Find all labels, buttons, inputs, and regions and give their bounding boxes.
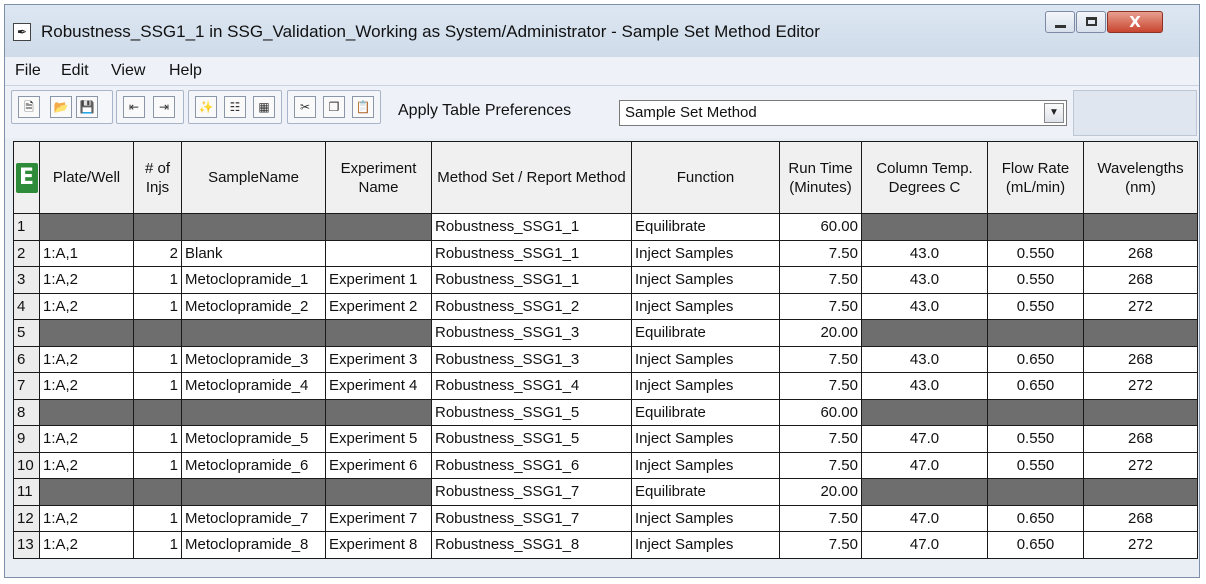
experiment-name-cell[interactable] xyxy=(326,214,432,241)
row-number-cell[interactable]: 5 xyxy=(14,320,40,347)
plate-well-cell[interactable]: 1:A,2 xyxy=(40,505,134,532)
column-header-sample-name[interactable]: SampleName xyxy=(182,142,326,214)
column-header-function[interactable]: Function xyxy=(632,142,780,214)
experiment-name-cell[interactable]: Experiment 6 xyxy=(326,452,432,479)
column-temp-cell[interactable]: 47.0 xyxy=(862,505,988,532)
experiment-name-cell[interactable]: Experiment 1 xyxy=(326,267,432,294)
table-preferences-select[interactable] xyxy=(619,100,1067,126)
column-temp-cell[interactable]: 43.0 xyxy=(862,346,988,373)
function-cell[interactable]: Inject Samples xyxy=(632,532,780,559)
sample-name-cell[interactable] xyxy=(182,399,326,426)
function-cell[interactable]: Inject Samples xyxy=(632,293,780,320)
table-row[interactable] xyxy=(14,320,1198,347)
wavelengths-cell[interactable] xyxy=(1084,399,1198,426)
method-set-cell[interactable]: Robustness_SSG1_1 xyxy=(432,240,632,267)
experiment-name-cell[interactable]: Experiment 2 xyxy=(326,293,432,320)
row-number-cell[interactable]: 7 xyxy=(14,373,40,400)
num-injs-cell[interactable]: 1 xyxy=(134,532,182,559)
experiment-name-cell[interactable]: Experiment 4 xyxy=(326,373,432,400)
num-injs-cell[interactable] xyxy=(134,320,182,347)
sample-name-cell[interactable]: Metoclopramide_2 xyxy=(182,293,326,320)
sample-set-table xyxy=(13,141,1198,559)
wavelengths-cell[interactable]: 268 xyxy=(1084,267,1198,294)
toolbar-group-tools xyxy=(188,90,282,124)
num-injs-cell[interactable]: 1 xyxy=(134,267,182,294)
wavelengths-cell[interactable]: 268 xyxy=(1084,426,1198,453)
row-number-cell[interactable]: 4 xyxy=(14,293,40,320)
column-temp-cell[interactable]: 47.0 xyxy=(862,426,988,453)
method-set-cell[interactable]: Robustness_SSG1_8 xyxy=(432,532,632,559)
table-row[interactable] xyxy=(14,293,1198,320)
toolbar-group-rows xyxy=(116,90,184,124)
column-temp-cell[interactable]: 47.0 xyxy=(862,452,988,479)
plate-well-cell[interactable]: 1:A,1 xyxy=(40,240,134,267)
table-row[interactable] xyxy=(14,452,1198,479)
table-body xyxy=(14,214,1198,559)
table-row[interactable] xyxy=(14,399,1198,426)
method-set-cell[interactable]: Robustness_SSG1_2 xyxy=(432,293,632,320)
table-row[interactable] xyxy=(14,214,1198,241)
maximize-button[interactable] xyxy=(1076,11,1106,33)
table-header-row xyxy=(14,142,1198,214)
experiment-name-cell[interactable]: Experiment 7 xyxy=(326,505,432,532)
table-row[interactable] xyxy=(14,346,1198,373)
table-row[interactable] xyxy=(14,267,1198,294)
sample-name-cell[interactable]: Blank xyxy=(182,240,326,267)
column-temp-cell[interactable]: 43.0 xyxy=(862,293,988,320)
run-time-cell[interactable]: 7.50 xyxy=(780,426,862,453)
editor-window xyxy=(4,4,1200,578)
plate-well-cell[interactable]: 1:A,2 xyxy=(40,293,134,320)
cut-icon[interactable]: ✂ xyxy=(294,96,316,118)
title-bar[interactable] xyxy=(5,5,1199,57)
run-time-cell[interactable]: 7.50 xyxy=(780,373,862,400)
column-temp-cell[interactable]: 47.0 xyxy=(862,532,988,559)
num-injs-cell[interactable] xyxy=(134,214,182,241)
column-header-flow-rate[interactable]: Flow Rate (mL/min) xyxy=(988,142,1084,214)
toolbar xyxy=(5,86,1199,138)
plate-well-cell[interactable]: 1:A,2 xyxy=(40,346,134,373)
num-injs-cell[interactable]: 1 xyxy=(134,452,182,479)
column-header-column-temp[interactable]: Column Temp. Degrees C xyxy=(862,142,988,214)
empower-logo-icon: E xyxy=(16,163,38,193)
run-time-cell[interactable]: 7.50 xyxy=(780,532,862,559)
num-injs-cell[interactable]: 1 xyxy=(134,346,182,373)
plate-well-cell[interactable] xyxy=(40,320,134,347)
column-header-wavelengths[interactable]: Wavelengths (nm) xyxy=(1084,142,1198,214)
function-cell[interactable]: Inject Samples xyxy=(632,240,780,267)
chevron-down-icon[interactable]: ▼ xyxy=(1044,103,1064,123)
minimize-icon xyxy=(1055,25,1066,28)
paste-icon[interactable]: 📋 xyxy=(352,96,374,118)
flow-rate-cell[interactable] xyxy=(988,399,1084,426)
method-set-cell[interactable]: Robustness_SSG1_6 xyxy=(432,452,632,479)
menu-file[interactable]: File xyxy=(15,62,41,79)
sample-name-cell[interactable]: Metoclopramide_1 xyxy=(182,267,326,294)
append-row-icon[interactable]: ⇥ xyxy=(153,96,175,118)
plate-well-cell[interactable] xyxy=(40,214,134,241)
open-folder-icon[interactable]: 📂 xyxy=(50,96,72,118)
flow-rate-cell[interactable]: 0.550 xyxy=(988,267,1084,294)
function-cell[interactable]: Inject Samples xyxy=(632,373,780,400)
wavelengths-cell[interactable] xyxy=(1084,214,1198,241)
flow-rate-cell[interactable]: 0.550 xyxy=(988,426,1084,453)
row-number-cell[interactable]: 8 xyxy=(14,399,40,426)
flow-rate-cell[interactable] xyxy=(988,214,1084,241)
column-temp-cell[interactable] xyxy=(862,214,988,241)
row-number-cell[interactable]: 10 xyxy=(14,452,40,479)
function-cell[interactable]: Inject Samples xyxy=(632,267,780,294)
copy-icon[interactable]: ❐ xyxy=(323,96,345,118)
num-injs-cell[interactable] xyxy=(134,399,182,426)
minimize-button[interactable] xyxy=(1045,11,1075,33)
plate-well-cell[interactable]: 1:A,2 xyxy=(40,267,134,294)
function-cell[interactable]: Inject Samples xyxy=(632,426,780,453)
row-number-cell[interactable]: 12 xyxy=(14,505,40,532)
flow-rate-cell[interactable] xyxy=(988,320,1084,347)
plate-well-cell[interactable]: 1:A,2 xyxy=(40,452,134,479)
flow-rate-cell[interactable]: 0.650 xyxy=(988,346,1084,373)
function-cell[interactable]: Inject Samples xyxy=(632,346,780,373)
wavelengths-cell[interactable]: 272 xyxy=(1084,373,1198,400)
wavelengths-cell[interactable]: 268 xyxy=(1084,505,1198,532)
app-icon[interactable]: ✒ xyxy=(13,23,31,41)
flow-rate-cell[interactable] xyxy=(988,479,1084,506)
column-header-run-time[interactable]: Run Time (Minutes) xyxy=(780,142,862,214)
run-time-cell[interactable]: 20.00 xyxy=(780,479,862,506)
apply-table-preferences-label: Apply Table Preferences xyxy=(398,102,572,119)
flow-rate-cell[interactable]: 0.550 xyxy=(988,452,1084,479)
method-set-cell[interactable]: Robustness_SSG1_5 xyxy=(432,399,632,426)
row-number-cell[interactable]: 6 xyxy=(14,346,40,373)
column-header-experiment-name[interactable]: Experiment Name xyxy=(326,142,432,214)
sample-name-cell[interactable]: Metoclopramide_6 xyxy=(182,452,326,479)
function-cell[interactable]: Inject Samples xyxy=(632,505,780,532)
num-injs-cell[interactable]: 2 xyxy=(134,240,182,267)
method-set-cell[interactable]: Robustness_SSG1_3 xyxy=(432,346,632,373)
toolbar-group-clipboard xyxy=(287,90,381,124)
wavelengths-cell[interactable]: 272 xyxy=(1084,293,1198,320)
sample-name-cell[interactable]: Metoclopramide_5 xyxy=(182,426,326,453)
method-set-cell[interactable]: Robustness_SSG1_1 xyxy=(432,214,632,241)
flow-rate-cell[interactable]: 0.650 xyxy=(988,373,1084,400)
maximize-icon xyxy=(1086,17,1097,26)
num-injs-cell[interactable]: 1 xyxy=(134,505,182,532)
menu-bar xyxy=(5,57,1199,86)
flow-rate-cell[interactable]: 0.550 xyxy=(988,293,1084,320)
row-number-cell[interactable]: 11 xyxy=(14,479,40,506)
num-injs-cell[interactable]: 1 xyxy=(134,293,182,320)
wavelengths-cell[interactable]: 268 xyxy=(1084,240,1198,267)
run-time-cell[interactable]: 7.50 xyxy=(780,267,862,294)
table-row[interactable] xyxy=(14,532,1198,559)
column-header-method-set[interactable]: Method Set / Report Method xyxy=(432,142,632,214)
run-time-cell[interactable]: 7.50 xyxy=(780,293,862,320)
run-time-cell[interactable]: 7.50 xyxy=(780,346,862,373)
table-row[interactable] xyxy=(14,240,1198,267)
plate-well-cell[interactable]: 1:A,2 xyxy=(40,532,134,559)
insert-row-icon[interactable]: ⇤ xyxy=(123,96,145,118)
table-row[interactable] xyxy=(14,373,1198,400)
method-set-cell[interactable]: Robustness_SSG1_7 xyxy=(432,479,632,506)
row-number-cell[interactable]: 1 xyxy=(14,214,40,241)
function-cell[interactable]: Inject Samples xyxy=(632,452,780,479)
menu-view[interactable]: View xyxy=(111,62,146,79)
experiment-name-cell[interactable] xyxy=(326,240,432,267)
sample-name-cell[interactable] xyxy=(182,479,326,506)
column-temp-cell[interactable] xyxy=(862,479,988,506)
experiment-name-cell[interactable] xyxy=(326,320,432,347)
flow-rate-cell[interactable]: 0.550 xyxy=(988,240,1084,267)
row-number-cell[interactable]: 13 xyxy=(14,532,40,559)
toolbar-group-file xyxy=(11,90,113,124)
run-time-cell[interactable]: 60.00 xyxy=(780,214,862,241)
plate-layout-icon[interactable]: ☷ xyxy=(224,96,246,118)
wizard-icon[interactable]: ✨ xyxy=(195,96,217,118)
run-time-cell[interactable]: 7.50 xyxy=(780,452,862,479)
method-set-cell[interactable]: Robustness_SSG1_3 xyxy=(432,320,632,347)
plate-well-cell[interactable]: 1:A,2 xyxy=(40,426,134,453)
run-time-cell[interactable]: 7.50 xyxy=(780,240,862,267)
sample-name-cell[interactable]: Metoclopramide_3 xyxy=(182,346,326,373)
num-injs-cell[interactable] xyxy=(134,479,182,506)
flow-rate-cell[interactable]: 0.650 xyxy=(988,532,1084,559)
experiment-name-cell[interactable] xyxy=(326,479,432,506)
fill-down-icon[interactable]: ▦ xyxy=(253,96,275,118)
experiment-name-cell[interactable]: Experiment 8 xyxy=(326,532,432,559)
column-temp-cell[interactable]: 43.0 xyxy=(862,373,988,400)
run-time-cell[interactable]: 7.50 xyxy=(780,505,862,532)
new-properties-icon[interactable]: 🗎 xyxy=(18,96,40,118)
function-cell[interactable]: Equilibrate xyxy=(632,479,780,506)
table-row[interactable] xyxy=(14,479,1198,506)
column-temp-cell[interactable] xyxy=(862,399,988,426)
num-injs-cell[interactable]: 1 xyxy=(134,373,182,400)
close-button[interactable] xyxy=(1107,11,1163,33)
run-time-cell[interactable]: 60.00 xyxy=(780,399,862,426)
table-preferences-value: Sample Set Method xyxy=(625,104,757,121)
sample-name-cell[interactable]: Metoclopramide_7 xyxy=(182,505,326,532)
save-icon[interactable]: 💾 xyxy=(76,96,98,118)
experiment-name-cell[interactable]: Experiment 5 xyxy=(326,426,432,453)
wavelengths-cell[interactable]: 272 xyxy=(1084,532,1198,559)
function-cell[interactable]: Equilibrate xyxy=(632,214,780,241)
close-icon: X xyxy=(1129,13,1141,31)
column-header-plate-well[interactable]: Plate/Well xyxy=(40,142,134,214)
row-number-cell[interactable]: 3 xyxy=(14,267,40,294)
flow-rate-cell[interactable]: 0.650 xyxy=(988,505,1084,532)
method-set-cell[interactable]: Robustness_SSG1_7 xyxy=(432,505,632,532)
wavelengths-cell[interactable]: 272 xyxy=(1084,452,1198,479)
table-row[interactable] xyxy=(14,505,1198,532)
wavelengths-cell[interactable] xyxy=(1084,479,1198,506)
toolbar-filler xyxy=(1073,90,1197,136)
method-set-cell[interactable]: Robustness_SSG1_1 xyxy=(432,267,632,294)
sample-name-cell[interactable]: Metoclopramide_8 xyxy=(182,532,326,559)
method-set-cell[interactable]: Robustness_SSG1_4 xyxy=(432,373,632,400)
experiment-name-cell[interactable] xyxy=(326,399,432,426)
row-number-cell[interactable]: 2 xyxy=(14,240,40,267)
experiment-name-cell[interactable]: Experiment 3 xyxy=(326,346,432,373)
num-injs-cell[interactable]: 1 xyxy=(134,426,182,453)
menu-help[interactable]: Help xyxy=(169,62,202,79)
sample-name-cell[interactable] xyxy=(182,320,326,347)
menu-edit[interactable]: Edit xyxy=(61,62,89,79)
column-temp-cell[interactable] xyxy=(862,320,988,347)
plate-well-cell[interactable] xyxy=(40,399,134,426)
method-set-cell[interactable]: Robustness_SSG1_5 xyxy=(432,426,632,453)
plate-well-cell[interactable] xyxy=(40,479,134,506)
row-number-cell[interactable]: 9 xyxy=(14,426,40,453)
sample-name-cell[interactable] xyxy=(182,214,326,241)
function-cell[interactable]: Equilibrate xyxy=(632,320,780,347)
table-row[interactable] xyxy=(14,426,1198,453)
table-corner[interactable] xyxy=(14,142,40,214)
function-cell[interactable]: Equilibrate xyxy=(632,399,780,426)
wavelengths-cell[interactable] xyxy=(1084,320,1198,347)
column-temp-cell[interactable]: 43.0 xyxy=(862,267,988,294)
column-header-num-injs[interactable]: # of Injs xyxy=(134,142,182,214)
window-title: Robustness_SSG1_1 in SSG_Validation_Working as System/Administrator - Sample Set Method Editor xyxy=(41,22,820,41)
plate-well-cell[interactable]: 1:A,2 xyxy=(40,373,134,400)
sample-name-cell[interactable]: Metoclopramide_4 xyxy=(182,373,326,400)
wavelengths-cell[interactable]: 268 xyxy=(1084,346,1198,373)
column-temp-cell[interactable]: 43.0 xyxy=(862,240,988,267)
run-time-cell[interactable]: 20.00 xyxy=(780,320,862,347)
